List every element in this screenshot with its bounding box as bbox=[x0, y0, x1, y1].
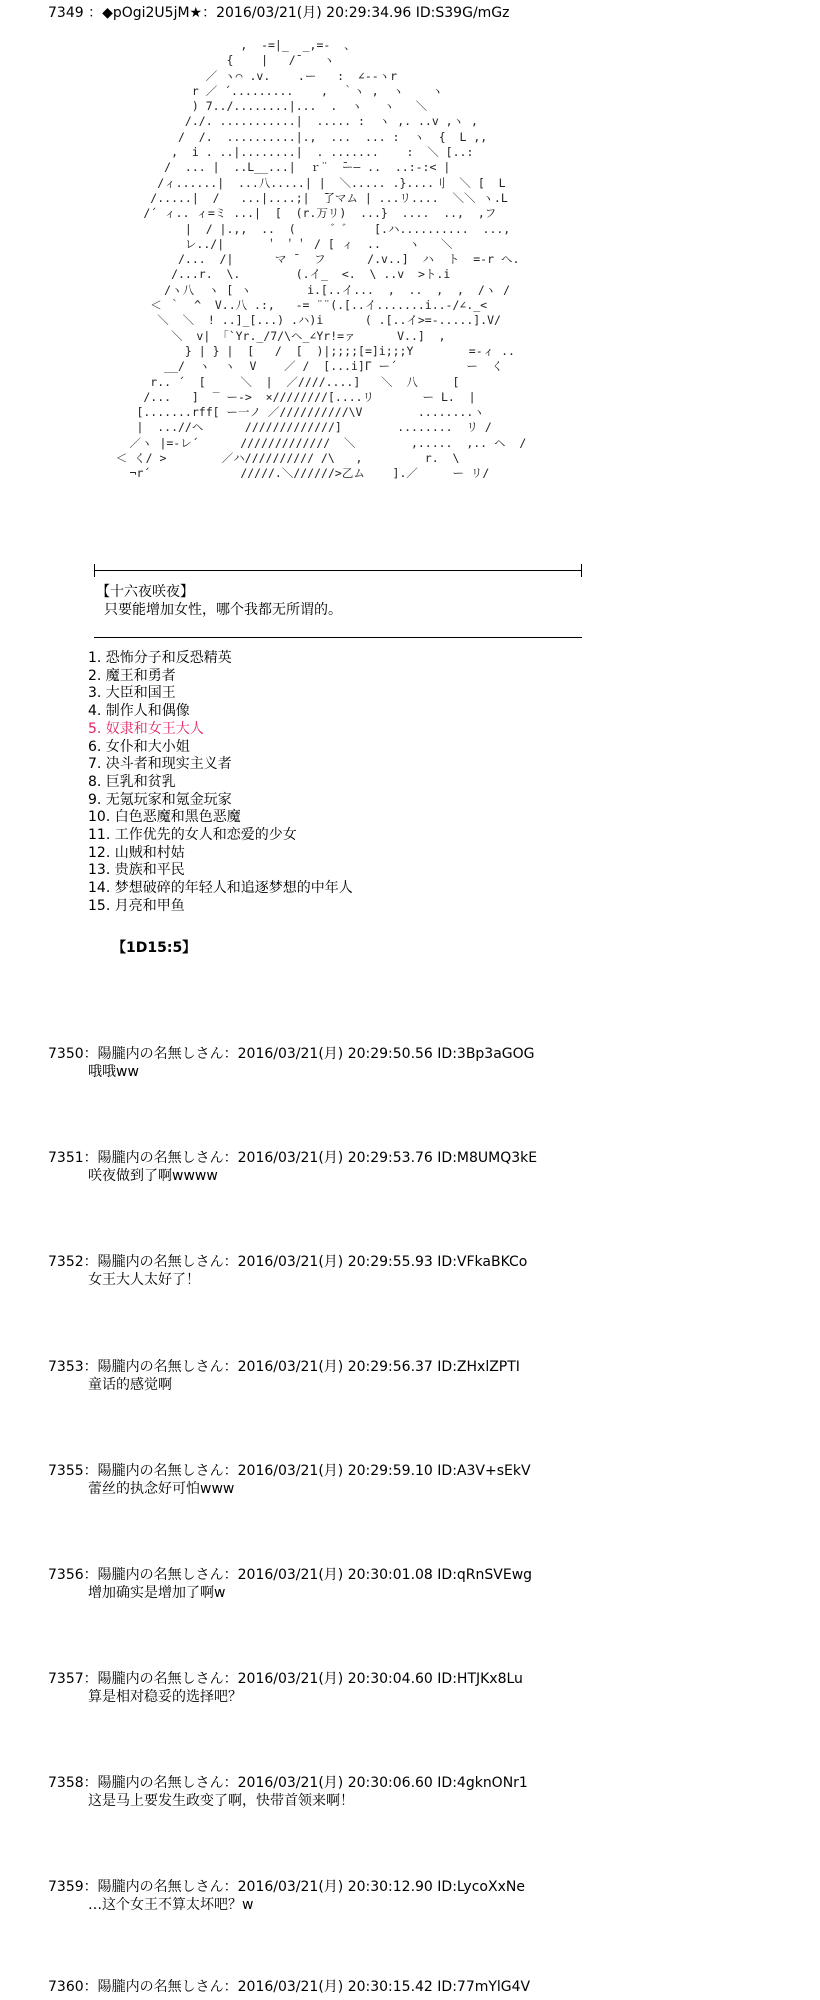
post-body-7356: 增加确实是增加了啊w bbox=[88, 1585, 226, 1601]
post-header-7355: 7355：陽朧内の名無しさん：2016/03/21(月) 20:29:59.10 ID:A3V+sEkV bbox=[48, 1463, 531, 1479]
ascii-art-illustration: , -=|_ _,=- 、 { | /̄ ヽ ／ ヽ⌒ .v. .ー : ∠-‐ヽr r ／ ´......... , ｀ヽ , ヽ ヽ ) 7../........|... . ヽ ヽ ＼ /./. ...........| ..... : ヽ ,. ..v ,ヽ , / /. ..........|., ... ... : ヽ { L ,, , i . ..|........| . ....... : ＼ [..: / ... | ..L__...| ｒ¨ ̄ー― .. ..:-:< | /ィ......| ...八.....| | ＼..... .}....刂 ＼ [ L /.....| / ...|....;| ̄了マム | ...リ.... ＼＼ ヽ.L /´ ィ.. ィ=ミ ...| [ (r.万リ) ...} .... .., ,フ | / |.,, .. ( ゛゛ [.ハ.......... ..., レ../| ＇ ＇＇ / [ ィ .. ヽ ＼ /... /| マ ¯ フ /.v..] ハ ト =-r へ. /...r. \. (.イ_ <. \ ..v >ト.i /ヽ八 ヽ [ ヽ i.[..イ... , .. , , /ヽ / ＜ ｀ ^ V..八 .:, -= ¨¨(.[..イ.......i..-/∠._< ＼ ＼ ! ..]_[...) .ハ)i ( .[..イ>=-.....].V/ ＼ v| 「`Yr._/7/\ヘ_∠Yr!=ァ V..] , } | } | [ / [ )|;;;;[=]i;;;Y =-ィ .. __/ ヽ ヽ V ／ / [...i]Γ ー´ ー く r.. ´ [ ＼ | ／////....] ＼ 八 [ /... ] ‾ ー-> ×////////[....リ ー L. | [.......rff[ ー一ノ ／//////////\V ........ヽ | ...//ヘ /////////////] ........ リ / ／ヽ |=-レ´ ///////////// ＼ ,..... ,.. ヘ / ＜ く/ > ／ハ////////// /\ , r. \ ¬r´ /////.＼//////>乙ム ].／ ー リ/ bbox=[115, 38, 527, 481]
section-divider bbox=[94, 570, 582, 571]
post-header-7353: 7353：陽朧内の名無しさん：2016/03/21(月) 20:29:56.37 ID:ZHxlZPTI bbox=[48, 1359, 520, 1375]
post-body-7352: 女王大人太好了！ bbox=[88, 1272, 200, 1288]
choice-item: 3. 大臣和国王 bbox=[88, 685, 176, 702]
choice-item: 14. 梦想破碎的年轻人和追逐梦想的中年人 bbox=[88, 880, 353, 897]
choice-item-highlighted: 5. 奴隶和女王大人 bbox=[88, 720, 204, 737]
choice-item: 12. 山贼和村姑 bbox=[88, 844, 185, 861]
post-header-7350: 7350：陽朧内の名無しさん：2016/03/21(月) 20:29:50.56 ID:3Bp3aGOG bbox=[48, 1046, 535, 1062]
choice-item: 13. 贵族和平民 bbox=[88, 862, 185, 879]
post-header-7357: 7357：陽朧内の名無しさん：2016/03/21(月) 20:30:04.60 ID:HTJKx8Lu bbox=[48, 1671, 523, 1687]
post-body-7353: 童话的感觉啊 bbox=[88, 1377, 172, 1393]
choice-item: 10. 白色恶魔和黑色恶魔 bbox=[88, 809, 241, 826]
choice-item: 9. 无氪玩家和氪金玩家 bbox=[88, 791, 232, 808]
choice-item: 2. 魔王和勇者 bbox=[88, 667, 176, 684]
choice-list bbox=[88, 650, 353, 916]
post-header-7360: 7360：陽朧内の名無しさん：2016/03/21(月) 20:30:15.42 ID:77mYlG4V bbox=[48, 1979, 531, 1995]
dice-result: 【1D15:5】 bbox=[112, 940, 197, 956]
choice-item: 8. 巨乳和贫乳 bbox=[88, 773, 176, 790]
post-body-7351: 咲夜做到了啊wwww bbox=[88, 1168, 218, 1184]
divider-end-mark bbox=[94, 564, 95, 577]
post-header-7359: 7359：陽朧内の名無しさん：2016/03/21(月) 20:30:12.90 ID:LycoXxNe bbox=[48, 1879, 525, 1895]
post-header-7356: 7356：陽朧内の名無しさん：2016/03/21(月) 20:30:01.08 ID:qRnSVEwg bbox=[48, 1567, 533, 1583]
post-header-7351: 7351：陽朧内の名無しさん：2016/03/21(月) 20:29:53.76 ID:M8UMQ3kE bbox=[48, 1150, 538, 1166]
choice-item: 15. 月亮和甲鱼 bbox=[88, 897, 185, 914]
choice-item: 1. 恐怖分子和反恐精英 bbox=[88, 650, 232, 666]
choice-item: 11. 工作优先的女人和恋爱的少女 bbox=[88, 827, 297, 844]
section-divider bbox=[94, 637, 582, 638]
post-body-7357: 算是相对稳妥的选择吧？ bbox=[88, 1689, 242, 1705]
post-body-7359: …这个女王不算太坏吧？w bbox=[88, 1897, 254, 1913]
post-header-7349: 7349 ：◆pOgi2U5jM★：2016/03/21(月) 20:29:34.96 ID:S39G/mGz bbox=[48, 5, 510, 21]
post-header-7358: 7358：陽朧内の名無しさん：2016/03/21(月) 20:30:06.60 ID:4gknONr1 bbox=[48, 1775, 528, 1791]
choice-item: 7. 决斗者和现实主义者 bbox=[88, 756, 232, 773]
choice-item: 6. 女仆和大小姐 bbox=[88, 738, 190, 755]
choice-item: 4. 制作人和偶像 bbox=[88, 703, 190, 720]
post-body-7355: 蕾丝的执念好可怕www bbox=[88, 1481, 235, 1497]
post-header-7352: 7352：陽朧内の名無しさん：2016/03/21(月) 20:29:55.93 ID:VFkaBKCo bbox=[48, 1254, 528, 1270]
post-body-7350: 哦哦ww bbox=[88, 1064, 139, 1080]
divider-end-mark bbox=[581, 564, 582, 577]
post-body-7358: 这是马上要发生政变了啊，快带首领来啊！ bbox=[88, 1793, 354, 1809]
speaker-name: 【十六夜咲夜】 bbox=[96, 584, 194, 600]
speaker-line: 只要能增加女性，哪个我都无所谓的。 bbox=[104, 602, 342, 618]
